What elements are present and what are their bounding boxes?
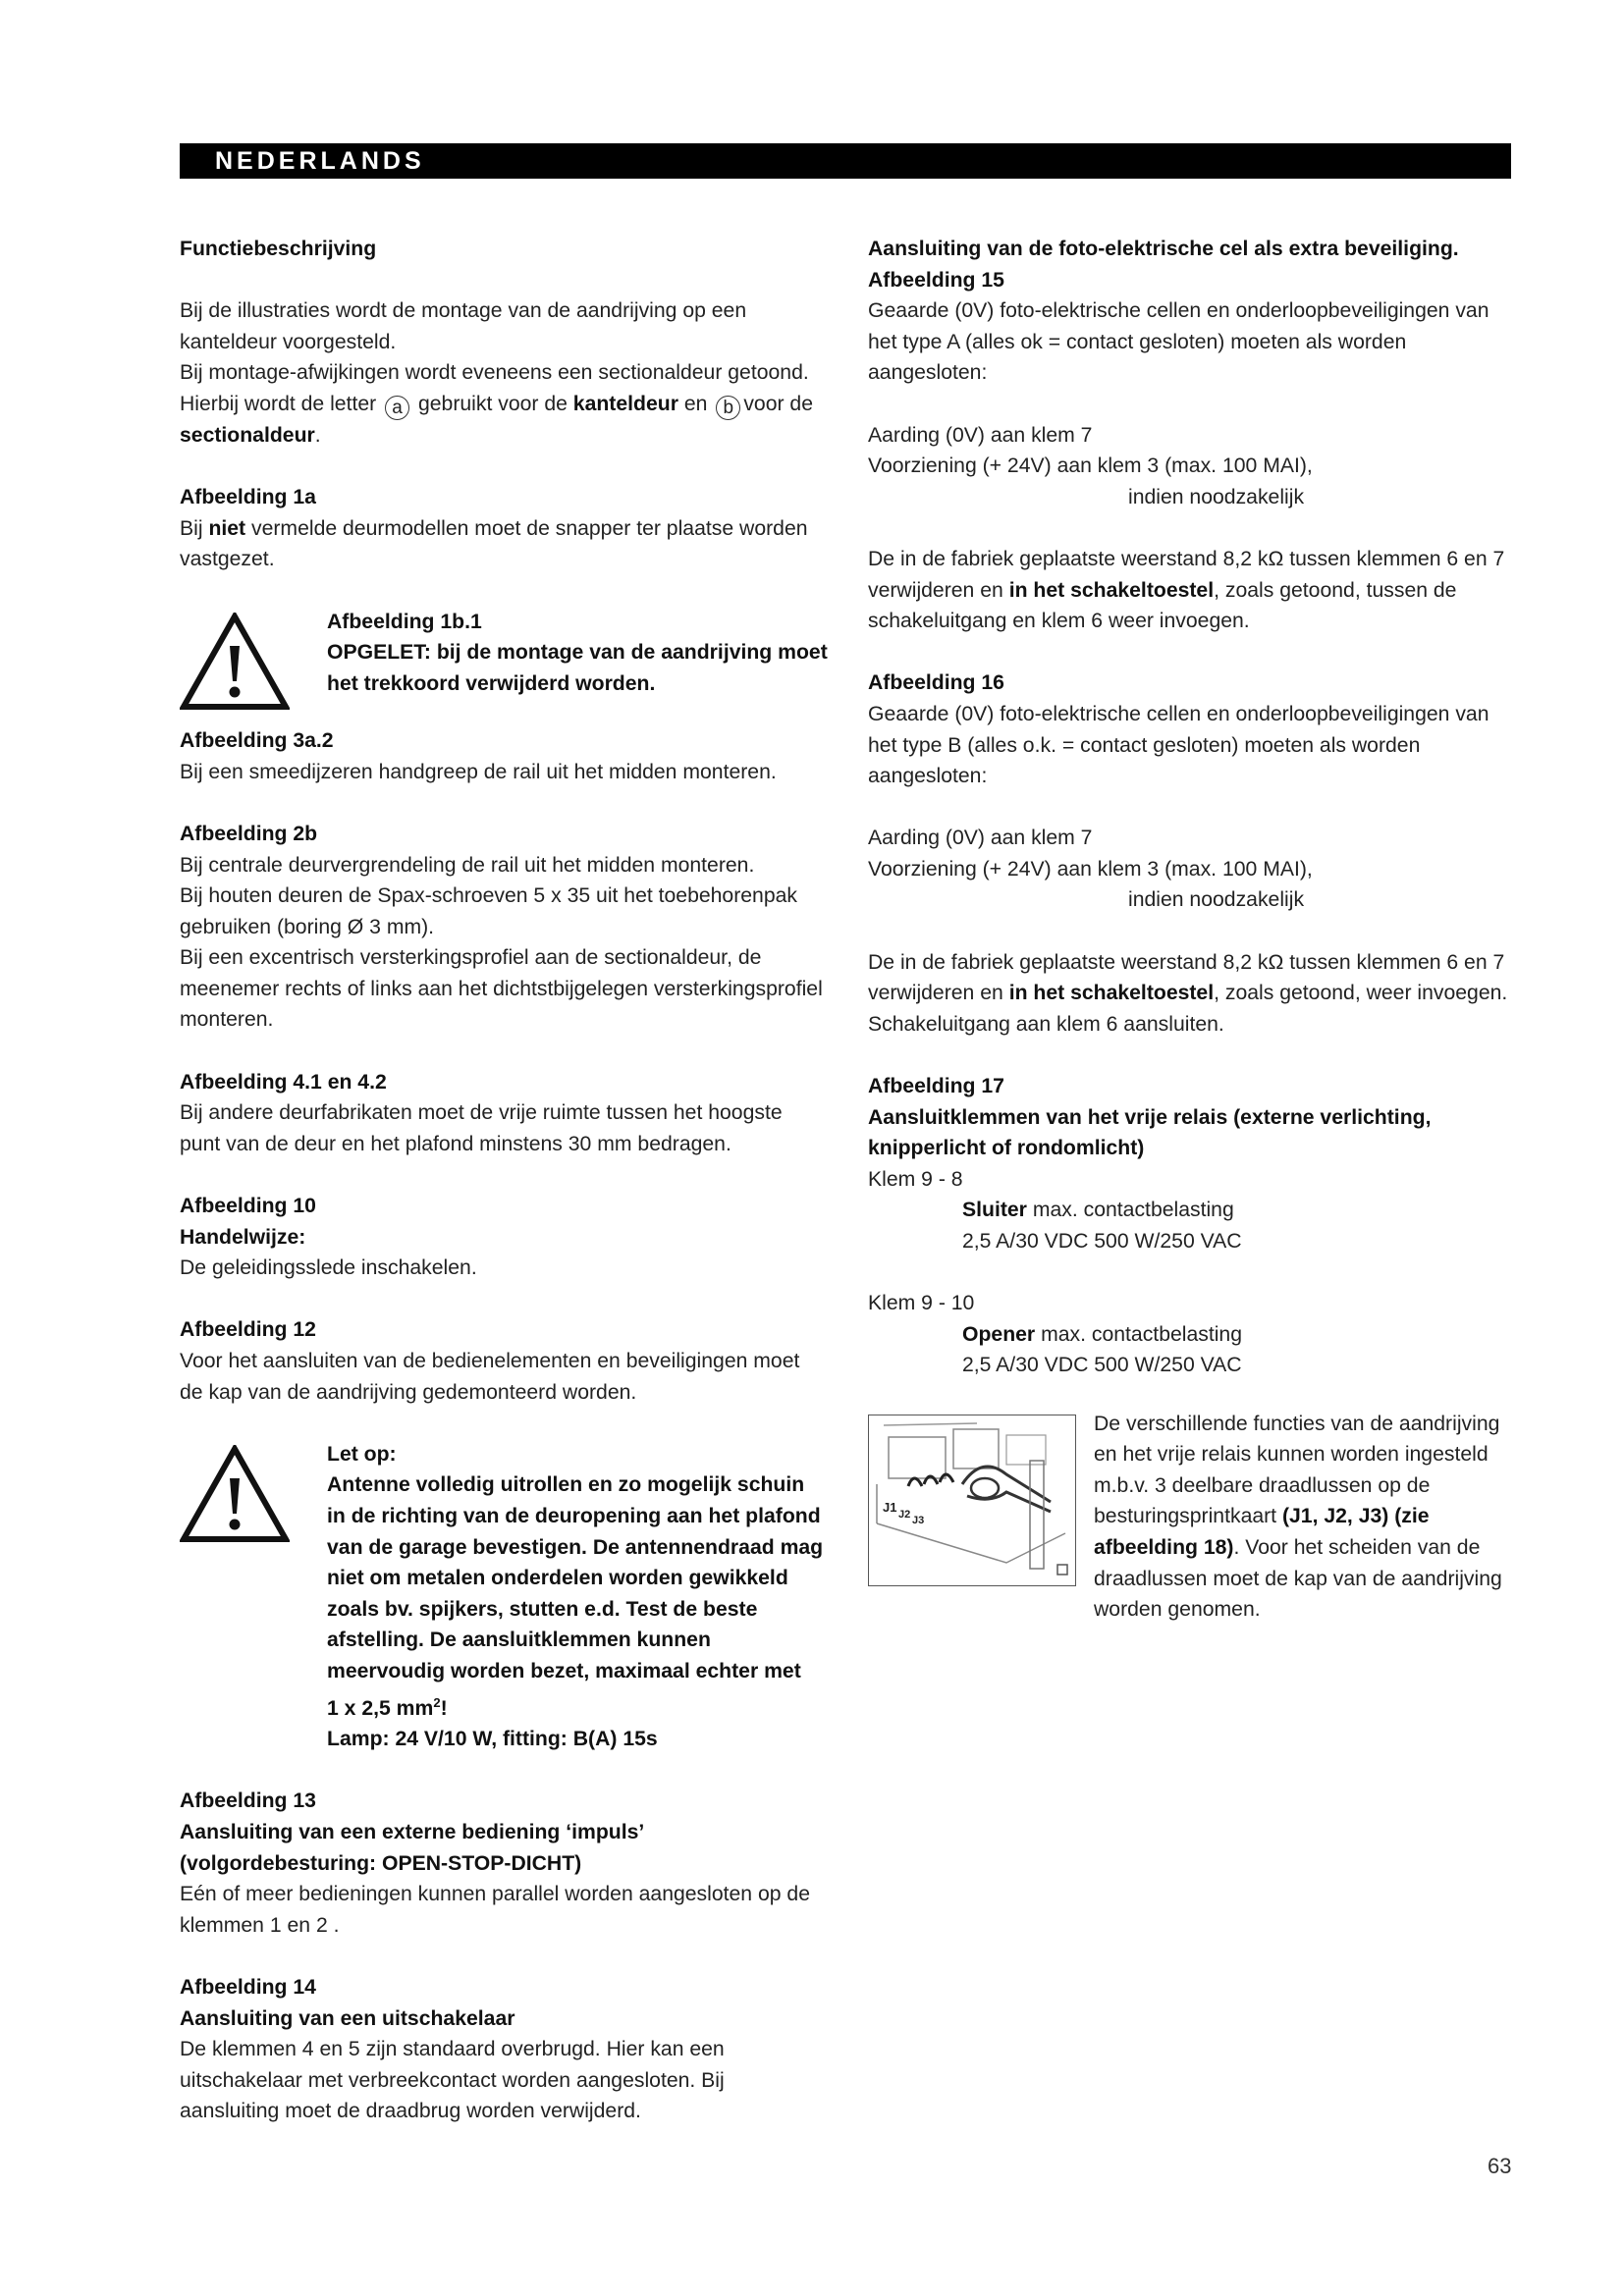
section-title: Afbeelding 12 <box>180 1318 316 1342</box>
language-header-bar <box>180 143 1511 179</box>
section-afbeelding-14 <box>180 1972 828 2127</box>
paragraph: indien noodzakelijk <box>1128 485 1305 508</box>
label-j2: J2 <box>898 1508 911 1521</box>
paragraph: indien noodzakelijk <box>1128 888 1305 912</box>
section-afbeelding-4 <box>180 1067 828 1160</box>
jumper-description <box>1094 1409 1516 1626</box>
warning-title: Afbeelding 1b.1 <box>327 610 482 633</box>
warning-triangle-icon <box>180 1439 327 1553</box>
paragraph: Eén of meer bedieningen kunnen parallel worden aangesloten op de klemmen 1 en 2 . <box>180 1883 810 1937</box>
letter-a-circle: a <box>385 396 409 420</box>
text: Bij montage-afwijkingen wordt eveneens een sectionaldeur getoond. Hierbij wordt de letter <box>180 361 809 415</box>
section-afbeelding-17 <box>868 1071 1516 1381</box>
text: 1 x 2,5 mm <box>327 1696 434 1720</box>
bold-text: in het schakeltoestel <box>1008 982 1215 1005</box>
text: ! <box>440 1696 448 1720</box>
text: De in de fabriek geplaatste weerstand 8,2 kΩ tussen klemmen 6 en 7 verwijderen en <box>868 547 1505 602</box>
section-subtitle: Aansluitklemmen van het vrije relais (externe verlichting, knipperlicht of rondomlicht) <box>868 1105 1432 1160</box>
section-title: Afbeelding 14 <box>180 1975 316 1999</box>
paragraph: Bij een smeedijzeren handgreep de rail uit het midden monteren. <box>180 760 777 783</box>
bold-text: in het schakeltoestel <box>1008 578 1215 602</box>
section-title: Afbeelding 3a.2 <box>180 729 334 753</box>
paragraph: Voorziening (+ 24V) aan klem 3 (max. 100 MAI), <box>868 857 1313 881</box>
paragraph: Bij centrale deurvergrendeling de rail uit het midden monteren. <box>180 853 755 877</box>
warning-text <box>327 607 828 700</box>
section-title: Afbeelding 4.1 en 4.2 <box>180 1070 387 1094</box>
paragraph <box>868 947 1516 1041</box>
paragraph: 2,5 A/30 VDC 500 W/250 VAC <box>962 1230 1242 1253</box>
section-afbeelding-15 <box>868 234 1516 637</box>
text: vermelde deurmodellen moet de snapper ter plaatse worden vastgezet. <box>180 516 808 571</box>
letter-b-circle: b <box>716 396 740 420</box>
bold-text: Sluiter <box>962 1199 1027 1222</box>
text: . Voor het scheiden van de draadlussen moet de kap van de aandrijving worden genomen. <box>1094 1535 1502 1622</box>
bold-text: kanteldeur <box>572 392 678 415</box>
section-title: Afbeelding 1a <box>180 486 316 509</box>
section-subtitle: Aansluiting van een externe bediening ‘impuls’ <box>180 1820 645 1843</box>
paragraph: Voorziening (+ 24V) aan klem 3 (max. 100 MAI), <box>868 454 1313 478</box>
paragraph: Klem 9 - 10 <box>868 1292 975 1315</box>
warning-body: Antenne volledig uitrollen en zo mogelijk schuin in de richting van de deuropening aan het plafond van de garage bevestigen. De antennendraad mag niet om metalen onderdelen worden gewikkeld zoals bv. spijkers, stutten e.d. Test de beste afstelling. De aansluitklemmen kunnen meervoudig worden bezet, maximaal echter met <box>327 1473 824 1682</box>
text: De verschillende functies van de aandrijving en het vrije relais kunnen worden ingesteld m.b.v. 3 deelbare draadlussen op de besturingsprintkaart <box>1094 1412 1500 1528</box>
section-title: Functiebeschrijving <box>180 238 377 260</box>
section-afbeelding-12 <box>180 1314 828 1408</box>
warning-block-1 <box>180 607 828 721</box>
warning-body: OPGELET: bij de montage van de aandrijving moet het trekkoord verwijderd worden. <box>327 641 828 695</box>
section-title: Afbeelding 17 <box>868 1075 1004 1098</box>
paragraph: Bij andere deurfabrikaten moet de vrije ruimte tussen het hoogste punt van de deur en het plafond minstens 30 mm bedragen. <box>180 1101 783 1155</box>
warning-block-2 <box>180 1439 828 1755</box>
section-subtitle: Aansluiting van een uitschakelaar <box>180 2006 515 2030</box>
bold-text: sectionaldeur <box>180 423 315 447</box>
section-title: Afbeelding 13 <box>180 1789 316 1813</box>
jumper-illustration <box>868 1415 1076 1586</box>
paragraph: 2,5 A/30 VDC 500 W/250 VAC <box>962 1354 1242 1377</box>
warning-text <box>327 1439 828 1755</box>
text: en <box>683 392 708 415</box>
text: , zoals getoond, weer invoegen. Schakeluitgang aan klem 6 aansluiten. <box>868 982 1508 1036</box>
section-afbeelding-10 <box>180 1191 828 1284</box>
text: max. contactbelasting <box>1041 1322 1243 1346</box>
text: Bij <box>180 516 203 540</box>
warning-cable-size <box>327 1687 828 1725</box>
section-afbeelding-2b <box>180 819 828 1036</box>
paragraph: Bij een excentrisch versterkingsprofiel aan de sectionaldeur, de meenemer rechts of links aan het dichtstbijgelegen versterkingsprofiel monteren. <box>180 946 823 1032</box>
warning-triangle-icon <box>180 607 327 721</box>
paragraph: Aarding (0V) aan klem 7 <box>868 423 1093 447</box>
page-number: 63 <box>1488 2154 1512 2178</box>
paragraph: Aarding (0V) aan klem 7 <box>868 827 1093 850</box>
text: . <box>314 423 321 447</box>
bold-text: niet <box>208 516 246 540</box>
section-title: Afbeelding 16 <box>868 671 1004 695</box>
left-column <box>180 234 828 2127</box>
section-afbeelding-3a2 <box>180 725 828 787</box>
paragraph <box>868 544 1516 637</box>
bold-text: Opener <box>962 1322 1036 1346</box>
paragraph: De geleidingsslede inschakelen. <box>180 1256 477 1280</box>
section-title: Afbeelding 10 <box>180 1195 316 1218</box>
jumper-figure-row <box>868 1409 1516 1626</box>
section-title: Aansluiting van de foto-elektrische cel als extra beveiliging. <box>868 238 1459 260</box>
text: voor de <box>743 392 813 415</box>
section-subtitle: Afbeelding 15 <box>868 268 1004 292</box>
section-afbeelding-1a <box>180 482 828 575</box>
paragraph: Klem 9 - 8 <box>868 1167 963 1191</box>
paragraph <box>868 1195 1516 1226</box>
right-column <box>868 234 1516 1626</box>
paragraph: De klemmen 4 en 5 zijn standaard overbrugd. Hier kan een uitschakelaar met verbreekcontact worden aangesloten. Bij aansluiting moet de draadbrug worden verwijderd. <box>180 2038 725 2123</box>
paragraph: Bij houten deuren de Spax-schroeven 5 x 35 uit het toebehorenpak gebruiken (boring Ø 3 mm). <box>180 884 798 938</box>
bold-text: (J1, J2, J3) (zie afbeelding 18) <box>1094 1505 1430 1559</box>
text: , zoals getoond, tussen de schakeluitgang en klem 6 weer invoegen. <box>868 578 1457 633</box>
section-subtitle: (volgordebesturing: OPEN-STOP-DICHT) <box>180 1851 582 1875</box>
section-afbeelding-13 <box>180 1786 828 1941</box>
text: De in de fabriek geplaatste weerstand 8,2 kΩ tussen klemmen 6 en 7 verwijderen en <box>868 950 1505 1005</box>
label-j3: J3 <box>912 1514 925 1526</box>
paragraph <box>868 1319 1516 1351</box>
language-label: NEDERLANDS <box>215 147 425 175</box>
paragraph <box>180 295 828 451</box>
text: gebruikt voor de <box>417 392 568 415</box>
text: Bij de illustraties wordt de montage van de aandrijving op een kanteldeur voorgesteld. <box>180 299 747 353</box>
section-subtitle: Handelwijze: <box>180 1225 306 1249</box>
paragraph <box>180 513 828 575</box>
warning-lamp-spec: Lamp: 24 V/10 W, fitting: B(A) 15s <box>327 1728 658 1751</box>
paragraph: Geaarde (0V) foto-elektrische cellen en onderloopbeveiligingen van het type A (alles ok = contact gesloten) moeten als worden aangesloten: <box>868 299 1489 385</box>
superscript: 2 <box>433 1694 441 1710</box>
label-j1: J1 <box>883 1499 897 1515</box>
paragraph: Voor het aansluiten van de bedienelementen en beveiligingen moet de kap van de aandrijving gedemonteerd worden. <box>180 1350 800 1404</box>
warning-title: Let op: <box>327 1442 397 1466</box>
text: max. contactbelasting <box>1032 1199 1234 1222</box>
paragraph: Geaarde (0V) foto-elektrische cellen en onderloopbeveiligingen van het type B (alles o.k. = contact gesloten) moeten als worden aangesloten: <box>868 702 1489 788</box>
section-functiebeschrijving <box>180 234 828 452</box>
section-afbeelding-16 <box>868 667 1516 1040</box>
section-title: Afbeelding 2b <box>180 822 318 845</box>
